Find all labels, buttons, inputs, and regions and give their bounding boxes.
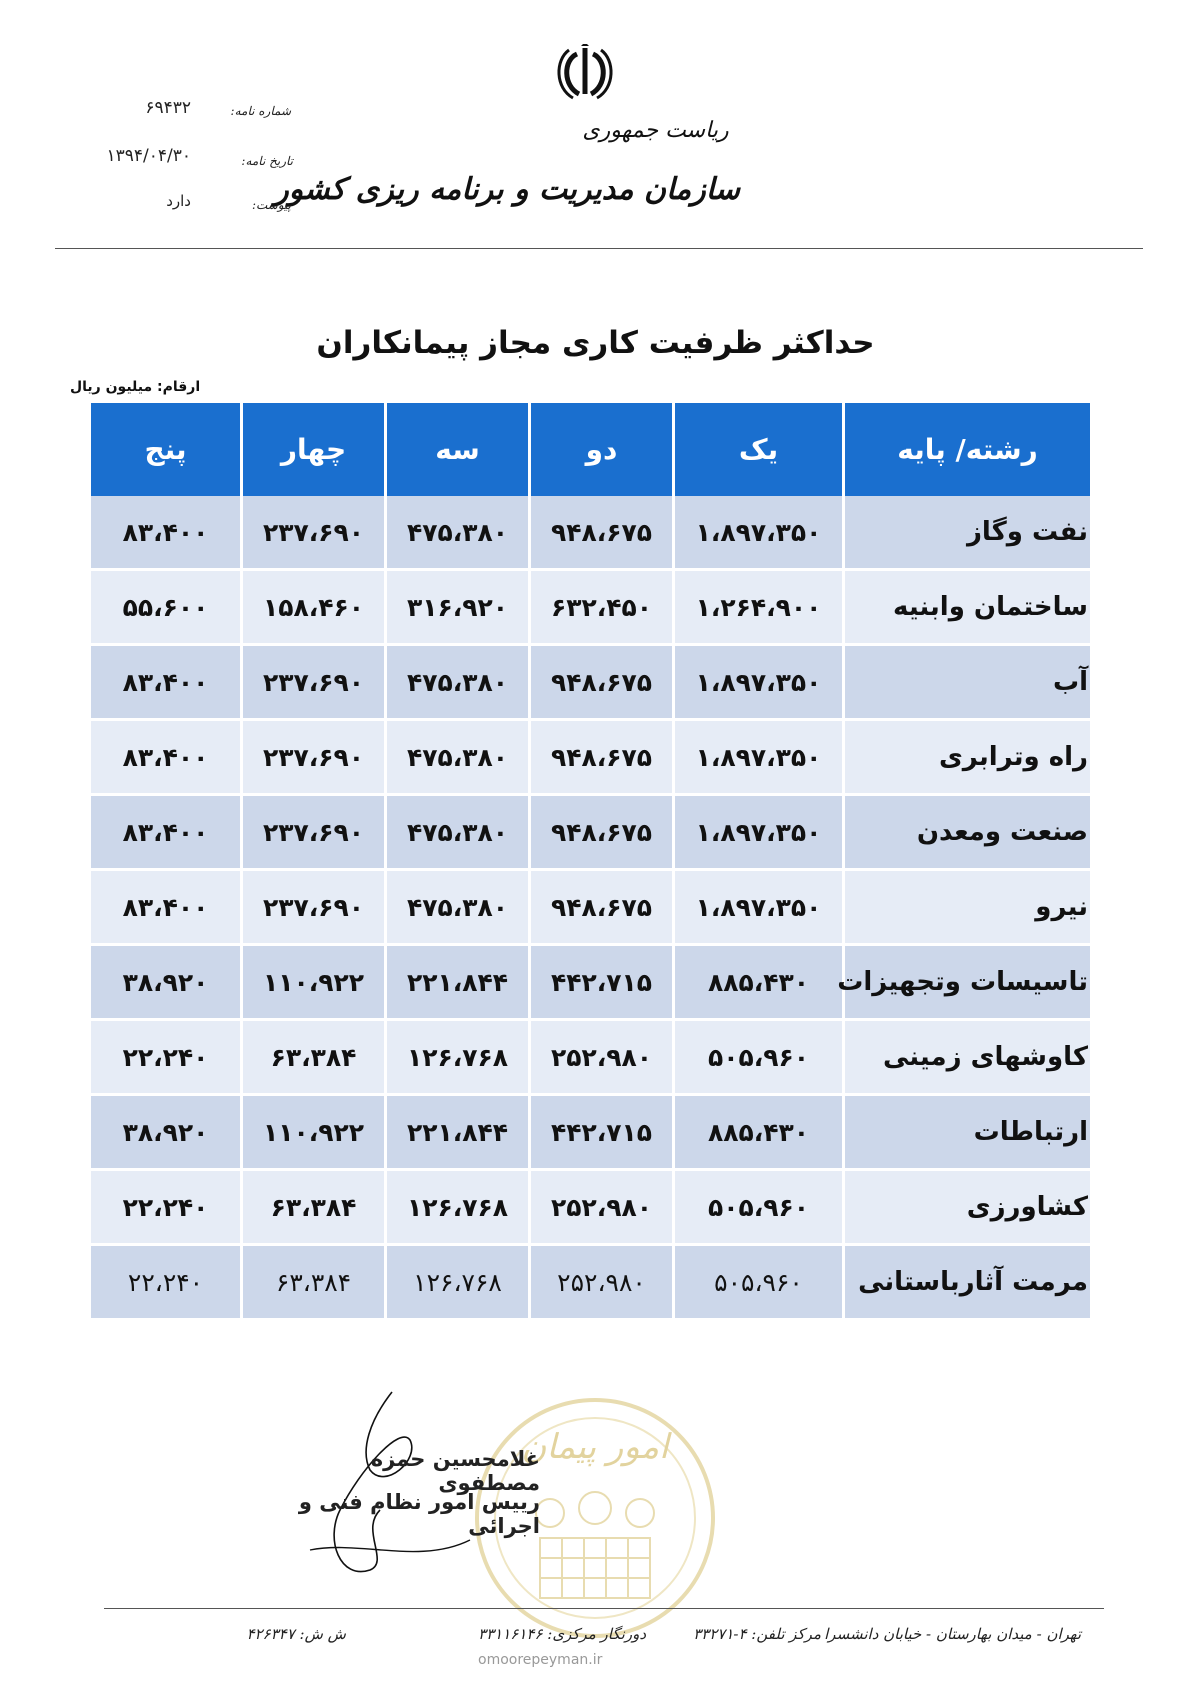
footer-phone: مرکز تلفن: ۴-۳۳۲۷۱: [693, 1625, 821, 1643]
cell-grade-5: ۸۳،۴۰۰: [90, 496, 242, 570]
letter-number-label: شماره نامه:: [230, 104, 291, 118]
svg-text:امور پیمان: امور پیمان: [521, 1427, 669, 1467]
footer-fax: دورنگار مرکزی: ۳۳۱۱۶۱۴۶: [478, 1625, 646, 1643]
header-divider: [55, 248, 1143, 249]
cell-grade-3: ۳۱۶،۹۲۰: [386, 570, 530, 645]
table-row: [90, 1095, 1092, 1170]
cell-grade-3: ۴۷۵،۳۸۰: [386, 645, 530, 720]
cell-grade-1: ۱،۸۹۷،۳۵۰: [674, 645, 844, 720]
cell-grade-3: ۱۲۶،۷۶۸: [386, 1170, 530, 1245]
cell-grade-5: ۳۸،۹۲۰: [90, 1095, 242, 1170]
cell-grade-4: ۲۳۷،۶۹۰: [242, 795, 386, 870]
cell-grade-2: ۹۴۸،۶۷۵: [530, 795, 674, 870]
cell-grade-1: ۱،۸۹۷،۳۵۰: [674, 795, 844, 870]
capacity-table: [88, 403, 1093, 1321]
signatory-name: غلامحسین حمزه مصطفوی: [370, 1447, 540, 1495]
cell-grade-4: ۲۳۷،۶۹۰: [242, 870, 386, 945]
row-category: آب: [844, 645, 1092, 720]
cell-grade-1: ۵۰۵،۹۶۰: [674, 1020, 844, 1095]
cell-grade-3: ۴۷۵،۳۸۰: [386, 496, 530, 570]
signatory-title: رییس امور نظام فنی و اجرائی: [298, 1490, 540, 1538]
cell-grade-4: ۶۳،۳۸۴: [242, 1245, 386, 1320]
document-title: حداکثر ظرفیت کاری مجاز پیمانکاران: [316, 325, 875, 361]
header-grade-1: یک: [674, 403, 844, 496]
unit-note: ارقام: میلیون ریال: [70, 379, 201, 395]
table-row: [90, 496, 1092, 570]
watermark-url: omoorepeyman.ir: [478, 1652, 603, 1668]
cell-grade-3: ۴۷۵،۳۸۰: [386, 795, 530, 870]
table-row: [90, 570, 1092, 645]
table-header-row: [90, 403, 1092, 496]
footer-address: تهران - میدان بهارستان - خیابان دانشسرا: [824, 1625, 1081, 1643]
letter-number-value: ۶۹۴۳۲: [145, 98, 191, 118]
table-row: [90, 1020, 1092, 1095]
cell-grade-2: ۲۵۲،۹۸۰: [530, 1245, 674, 1320]
cell-grade-4: ۲۳۷،۶۹۰: [242, 645, 386, 720]
org-name: سازمان مدیریت و برنامه ریزی کشور: [274, 172, 740, 207]
attachment-value: دارد: [166, 192, 191, 210]
row-category: صنعت ومعدن: [844, 795, 1092, 870]
cell-grade-2: ۶۳۲،۴۵۰: [530, 570, 674, 645]
cell-grade-2: ۹۴۸،۶۷۵: [530, 645, 674, 720]
table-row: [90, 945, 1092, 1020]
cell-grade-5: ۲۲،۲۴۰: [90, 1170, 242, 1245]
cell-grade-3: ۴۷۵،۳۸۰: [386, 720, 530, 795]
cell-grade-5: ۸۳،۴۰۰: [90, 720, 242, 795]
cell-grade-3: ۱۲۶،۷۶۸: [386, 1245, 530, 1320]
cell-grade-1: ۸۸۵،۴۳۰: [674, 1095, 844, 1170]
cell-grade-4: ۱۱۰،۹۲۲: [242, 945, 386, 1020]
cell-grade-5: ۸۳،۴۰۰: [90, 795, 242, 870]
cell-grade-2: ۲۵۲،۹۸۰: [530, 1020, 674, 1095]
cell-grade-2: ۲۵۲،۹۸۰: [530, 1170, 674, 1245]
table-row: [90, 645, 1092, 720]
table-row: [90, 720, 1092, 795]
footer-divider: [104, 1608, 1104, 1609]
cell-grade-4: ۲۳۷،۶۹۰: [242, 496, 386, 570]
cell-grade-5: ۲۲،۲۴۰: [90, 1245, 242, 1320]
row-category: ارتباطات: [844, 1095, 1092, 1170]
cell-grade-2: ۴۴۲،۷۱۵: [530, 1095, 674, 1170]
cell-grade-5: ۲۲،۲۴۰: [90, 1020, 242, 1095]
cell-grade-1: ۵۰۵،۹۶۰: [674, 1170, 844, 1245]
table-row: [90, 1245, 1092, 1320]
cell-grade-1: ۱،۸۹۷،۳۵۰: [674, 496, 844, 570]
cell-grade-4: ۶۳،۳۸۴: [242, 1020, 386, 1095]
cell-grade-4: ۲۳۷،۶۹۰: [242, 720, 386, 795]
cell-grade-3: ۲۲۱،۸۴۴: [386, 1095, 530, 1170]
cell-grade-1: ۱،۲۶۴،۹۰۰: [674, 570, 844, 645]
cell-grade-3: ۱۲۶،۷۶۸: [386, 1020, 530, 1095]
gov-subtitle: ریاست جمهوری: [582, 118, 729, 143]
row-category: نفت وگاز: [844, 496, 1092, 570]
cell-grade-2: ۹۴۸،۶۷۵: [530, 870, 674, 945]
attachment-label: پیوست:: [251, 198, 291, 212]
table-row: [90, 870, 1092, 945]
cell-grade-3: ۴۷۵،۳۸۰: [386, 870, 530, 945]
cell-grade-1: ۱،۸۹۷،۳۵۰: [674, 870, 844, 945]
table-row: [90, 1170, 1092, 1245]
cell-grade-4: ۱۱۰،۹۲۲: [242, 1095, 386, 1170]
table-row: [90, 795, 1092, 870]
cell-grade-5: ۸۳،۴۰۰: [90, 645, 242, 720]
cell-grade-5: ۳۸،۹۲۰: [90, 945, 242, 1020]
header-grade-4: چهار: [242, 403, 386, 496]
row-category: کاوشهای زمینی: [844, 1020, 1092, 1095]
letter-date-value: ۱۳۹۴/۰۴/۳۰: [106, 146, 191, 166]
cell-grade-5: ۵۵،۶۰۰: [90, 570, 242, 645]
header-grade-2: دو: [530, 403, 674, 496]
header-grade-5: پنج: [90, 403, 242, 496]
cell-grade-1: ۱،۸۹۷،۳۵۰: [674, 720, 844, 795]
row-category: راه وترابری: [844, 720, 1092, 795]
header-category: رشته/ پایه: [844, 403, 1092, 496]
cell-grade-1: ۸۸۵،۴۳۰: [674, 945, 844, 1020]
cell-grade-1: ۵۰۵،۹۶۰: [674, 1245, 844, 1320]
cell-grade-5: ۸۳،۴۰۰: [90, 870, 242, 945]
row-category: نیرو: [844, 870, 1092, 945]
iran-emblem-icon: [553, 44, 617, 102]
cell-grade-3: ۲۲۱،۸۴۴: [386, 945, 530, 1020]
cell-grade-2: ۹۴۸،۶۷۵: [530, 720, 674, 795]
row-category: مرمت آثارباستانی: [844, 1245, 1092, 1320]
cell-grade-2: ۴۴۲،۷۱۵: [530, 945, 674, 1020]
cell-grade-4: ۶۳،۳۸۴: [242, 1170, 386, 1245]
header-grade-3: سه: [386, 403, 530, 496]
row-category: کشاورزی: [844, 1170, 1092, 1245]
cell-grade-4: ۱۵۸،۴۶۰: [242, 570, 386, 645]
footer-id: ش ش: ۴۲۶۳۴۷: [246, 1625, 346, 1643]
letter-date-label: تاریخ نامه:: [241, 154, 293, 168]
row-category: تاسیسات وتجهیزات: [844, 945, 1092, 1020]
row-category: ساختمان وابنیه: [844, 570, 1092, 645]
cell-grade-2: ۹۴۸،۶۷۵: [530, 496, 674, 570]
